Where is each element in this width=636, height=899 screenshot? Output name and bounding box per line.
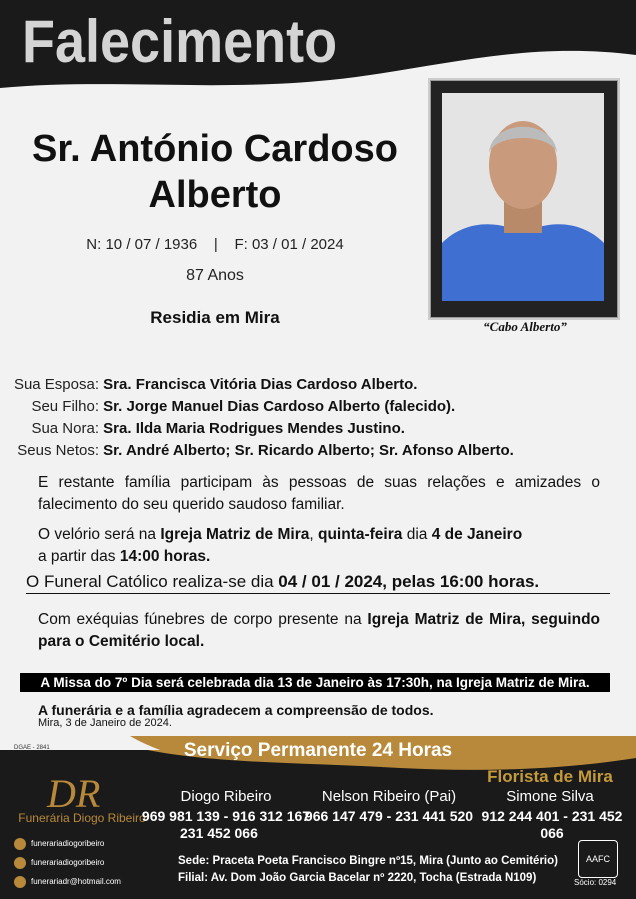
service-banner: Serviço Permanente 24 Horas [183, 740, 453, 761]
wake-paragraph: O velório será na Igreja Matriz de Mira, quinta-feira dia 4 de Janeiro a partir das 14:00 horas. [38, 526, 523, 565]
exequies-paragraph: Com exéquias fúnebres de corpo presente na Igreja Matriz de Mira, seguindo para o Cemitério local. [38, 611, 600, 650]
aafc-logo: AAFC [578, 840, 618, 878]
family-row-son: Seu Filho: Sr. Jorge Manuel Dias Cardoso Alberto (falecido). [31, 398, 456, 415]
mass-banner: A Missa do 7º Dia será celebrada dia 13 de Janeiro às 17:30h, na Igreja Matriz de Mira. [20, 673, 610, 692]
intro-paragraph: E restante família participam às pessoas de suas relações e amizades o falecimento do seu querido saudoso familiar. [38, 474, 600, 513]
logo-initials: DR [47, 771, 101, 816]
contact-name: Simone Silva [506, 788, 594, 805]
thanks-text: A funerária e a família agradecem a compreensão de todos. [38, 702, 434, 718]
residence: Residia em Mira [150, 308, 280, 327]
family-row-spouse: Sua Esposa: Sra. Francisca Vitória Dias Cardoso Alberto. [13, 376, 418, 393]
birth-death-dates: N: 10 / 07 / 1936 | F: 03 / 01 / 2024 [86, 236, 344, 253]
contact-name: Diogo Ribeiro [180, 788, 272, 805]
nickname-caption: “Cabo Alberto” [483, 319, 567, 334]
page-title: Falecimento [22, 8, 338, 75]
contact-phone: 912 244 401 - 231 452 066 [481, 808, 623, 841]
facebook-link[interactable]: funerariadiogoribeiro [14, 838, 104, 850]
funeral-line: O Funeral Católico realiza-se dia 04 / 01 / 2024, pelas 16:00 horas. [26, 572, 610, 594]
place-date: Mira, 3 de Janeiro de 2024. [38, 717, 172, 729]
contact-name: Nelson Ribeiro (Pai) [321, 788, 457, 805]
dgae-code: DGAE - 2841 [14, 745, 50, 751]
contact-phone: 966 147 479 - 231 441 520 [304, 808, 474, 824]
address-block: Sede: Praceta Poeta Francisco Bingre nº15, Mira (Junto ao Cemitério) Filial: Av. Dom João Garcia Bacelar nº 2220, Tocha (Estrada N109) [178, 855, 558, 884]
facebook-icon [14, 838, 26, 850]
family-row-daughter-in-law: Sua Nora: Sra. Ilda Maria Rodrigues Mendes Justino. [31, 420, 405, 437]
email-icon [14, 876, 26, 888]
email-link[interactable]: funerariadr@hotmail.com [14, 876, 121, 888]
portrait-photo [442, 93, 604, 301]
instagram-link[interactable]: funerariadiogoribeiro [14, 857, 104, 869]
instagram-icon [14, 857, 26, 869]
contact-phone: 969 981 139 - 916 312 167 231 452 066 [141, 808, 311, 841]
member-number: Sócio: 0294 [574, 878, 617, 887]
logo-name: Funerária Diogo Ribeiro [18, 811, 146, 825]
family-row-grandchildren: Seus Netos: Sr. André Alberto; Sr. Ricardo Alberto; Sr. Afonso Alberto. [17, 442, 514, 459]
deceased-name: Sr. António Cardoso Alberto [32, 128, 398, 216]
age: 87 Anos [186, 267, 244, 284]
florista-label: Florista de Mira [487, 767, 613, 786]
